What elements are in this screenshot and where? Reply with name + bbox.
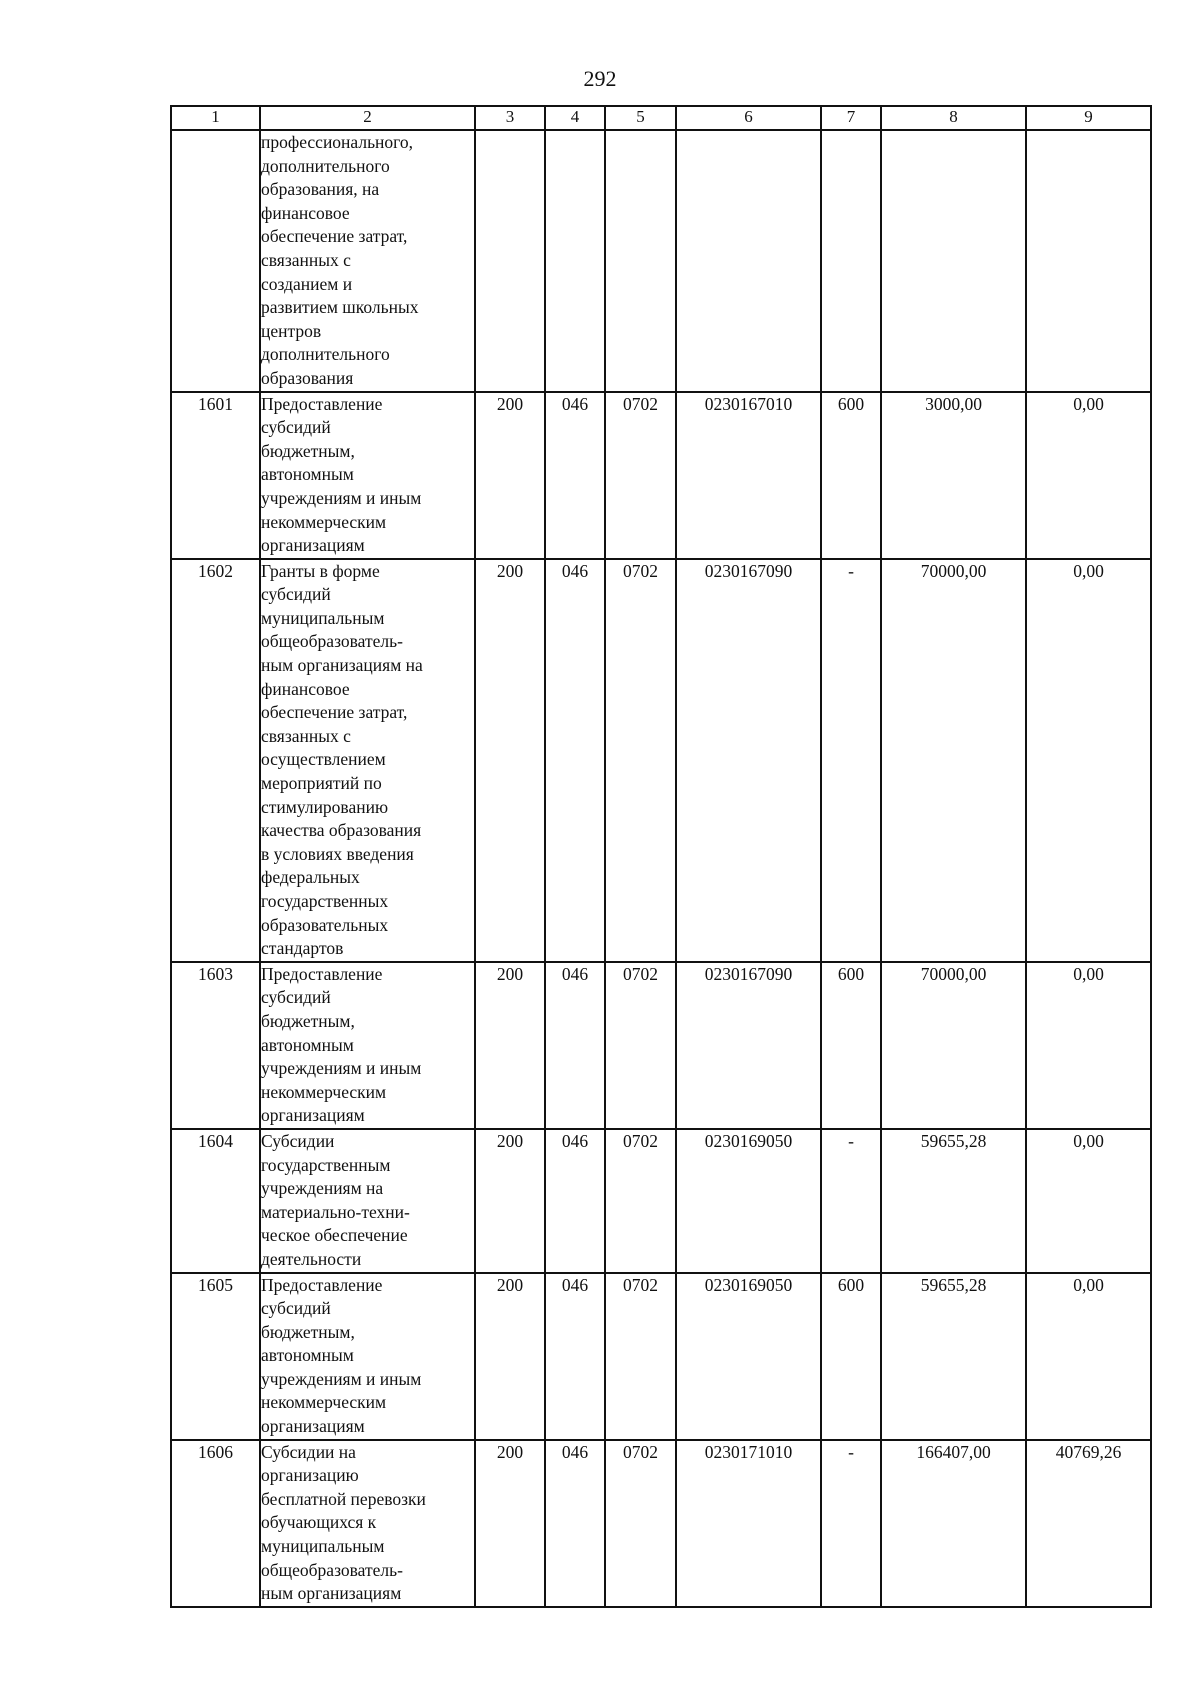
amount-cell [1026,130,1151,392]
target-article-cell [676,130,821,392]
item-name-line: организациям [261,1416,365,1437]
target-article-cell: 0230167010 [676,392,821,559]
column-header: 1 [171,106,260,130]
item-name-line: субсидий [261,417,331,438]
admin-code-cell: 200 [475,1440,545,1607]
item-name-line: ческое обеспечение [261,1225,408,1246]
item-name-line: в условиях введения [261,843,414,864]
table-row [171,392,1151,559]
item-name-line: некоммерческим [261,511,387,532]
amount-cell: 59655,28 [881,1273,1026,1440]
target-article-cell: 0230167090 [676,962,821,1129]
department-code-cell: 046 [545,1273,605,1440]
item-name-line: мероприятий по [261,773,382,794]
item-name-line: бюджетным, [261,440,355,461]
column-header: 2 [260,106,475,130]
item-name-line: дополнительного [261,155,390,176]
row-number-cell: 1602 [171,559,260,962]
item-name-line: федеральных [261,867,360,888]
amount-cell: 59655,28 [881,1129,1026,1273]
department-code-cell: 046 [545,1129,605,1273]
item-name-line: обеспечение затрат, [261,226,408,247]
amount-cell [881,130,1026,392]
item-name-line: государственных [261,891,389,911]
item-name-cell [260,130,475,392]
section-code-cell [605,130,676,392]
expense-type-cell: - [821,1129,881,1273]
amount-cell: 3000,00 [881,392,1026,559]
item-name-line: учреждениям и иным [261,1368,422,1389]
amount-cell: 0,00 [1026,559,1151,962]
admin-code-cell: 200 [475,1273,545,1440]
department-code-cell: 046 [545,1440,605,1607]
table-row [171,130,1151,392]
amount-cell: 0,00 [1026,392,1151,559]
budget-table [170,105,1152,1608]
item-name-line: финансовое [261,678,350,699]
item-name-line: субсидий [261,1298,331,1319]
item-name-line: стандартов [261,938,344,959]
item-name-line: Предоставление [261,1274,383,1295]
target-article-cell: 0230167090 [676,559,821,962]
department-code-cell [545,130,605,392]
column-header: 4 [545,106,605,130]
amount-cell: 166407,00 [881,1440,1026,1607]
item-name-line: субсидий [261,987,331,1008]
item-name-line: осуществлением [261,749,386,770]
department-code-cell: 046 [545,559,605,962]
expense-type-cell: 600 [821,392,881,559]
item-name-line: Субсидии [261,1130,335,1151]
item-name-line: бесплатной перевозки [261,1488,426,1509]
item-name-line: учреждениям и иным [261,487,422,508]
item-name-line: финансовое [261,202,350,223]
item-name-line: организацию [261,1465,359,1486]
target-article-cell: 0230171010 [676,1440,821,1607]
row-number-cell [171,130,260,392]
table-row [171,559,1151,962]
item-name-line: муниципальным [261,1536,385,1557]
table-row [171,1273,1151,1440]
section-code-cell: 0702 [605,1440,676,1607]
item-name-line: некоммерческим [261,1081,387,1102]
item-name-line: ным организациям [261,1583,402,1604]
item-name-line: развитием школьных [261,297,419,318]
department-code-cell: 046 [545,392,605,559]
item-name-line: дополнительного [261,344,390,365]
expense-type-cell [821,130,881,392]
section-code-cell: 0702 [605,559,676,962]
target-article-cell: 0230169050 [676,1129,821,1273]
row-number-cell: 1604 [171,1129,260,1273]
admin-code-cell: 200 [475,559,545,962]
expense-type-cell: - [821,1440,881,1607]
item-name-cell [260,1129,475,1273]
item-name-line: образования, на [261,179,380,200]
item-name-line: обучающихся к [261,1512,377,1533]
item-name-line: связанных с [261,725,351,746]
expense-type-cell: 600 [821,1273,881,1440]
item-name-line: муниципальным [261,607,385,628]
admin-code-cell: 200 [475,1129,545,1273]
amount-cell: 0,00 [1026,962,1151,1129]
row-number-cell: 1601 [171,392,260,559]
item-name-line: созданием и [261,273,353,294]
amount-cell: 0,00 [1026,1273,1151,1440]
table-body [171,130,1151,1607]
row-number-cell: 1606 [171,1440,260,1607]
item-name-line: некоммерческим [261,1392,387,1413]
department-code-cell: 046 [545,962,605,1129]
item-name-line: образования [261,367,354,388]
item-name-cell [260,392,475,559]
section-code-cell: 0702 [605,1129,676,1273]
section-code-cell: 0702 [605,1273,676,1440]
column-header: 7 [821,106,881,130]
column-header: 6 [676,106,821,130]
amount-cell: 0,00 [1026,1129,1151,1273]
item-name-line: организациям [261,1105,365,1126]
column-header: 3 [475,106,545,130]
item-name-line: Гранты в форме [261,560,380,581]
item-name-cell [260,1440,475,1607]
item-name-cell [260,559,475,962]
item-name-line: Субсидии на [261,1441,356,1462]
expense-type-cell: - [821,559,881,962]
item-name-line: деятельности [261,1248,362,1269]
item-name-line: бюджетным, [261,1321,355,1342]
header-row [171,106,1151,130]
row-number-cell: 1603 [171,962,260,1129]
item-name-line: автономным [261,1345,354,1366]
row-number-cell: 1605 [171,1273,260,1440]
item-name-line: бюджетным, [261,1010,355,1031]
item-name-line: Предоставление [261,963,383,984]
item-name-line: государственным [261,1154,391,1175]
item-name-line: общеобразователь- [261,1559,403,1580]
item-name-line: общеобразователь- [261,631,403,652]
section-code-cell: 0702 [605,962,676,1129]
item-name-line: Предоставление [261,393,383,414]
amount-cell: 70000,00 [881,559,1026,962]
item-name-line: учреждениям и иным [261,1058,422,1079]
item-name-line: стимулированию [261,796,389,817]
section-code-cell: 0702 [605,392,676,559]
column-header: 9 [1026,106,1151,130]
item-name-cell [260,1273,475,1440]
item-name-line: материально-техни- [261,1201,410,1222]
column-header: 8 [881,106,1026,130]
admin-code-cell: 200 [475,962,545,1129]
amount-cell: 70000,00 [881,962,1026,1129]
table-row [171,962,1151,1129]
admin-code-cell: 200 [475,392,545,559]
item-name-line: автономным [261,464,354,485]
admin-code-cell [475,130,545,392]
item-name-line: профессионального, [261,132,414,152]
item-name-line: центров [261,320,322,341]
item-name-line: обеспечение затрат, [261,702,408,723]
item-name-cell [260,962,475,1129]
table-row [171,1440,1151,1607]
column-header: 5 [605,106,676,130]
item-name-line: автономным [261,1034,354,1055]
amount-cell: 40769,26 [1026,1440,1151,1607]
item-name-line: образовательных [261,914,389,935]
target-article-cell: 0230169050 [676,1273,821,1440]
item-name-line: учреждениям на [261,1178,384,1199]
item-name-line: качества образования [261,820,422,841]
item-name-line: связанных с [261,249,351,270]
table-row [171,1129,1151,1273]
page-number: 292 [583,66,617,91]
item-name-line: ным организациям на [261,655,423,676]
item-name-line: организациям [261,535,365,556]
item-name-line: субсидий [261,584,331,605]
expense-type-cell: 600 [821,962,881,1129]
